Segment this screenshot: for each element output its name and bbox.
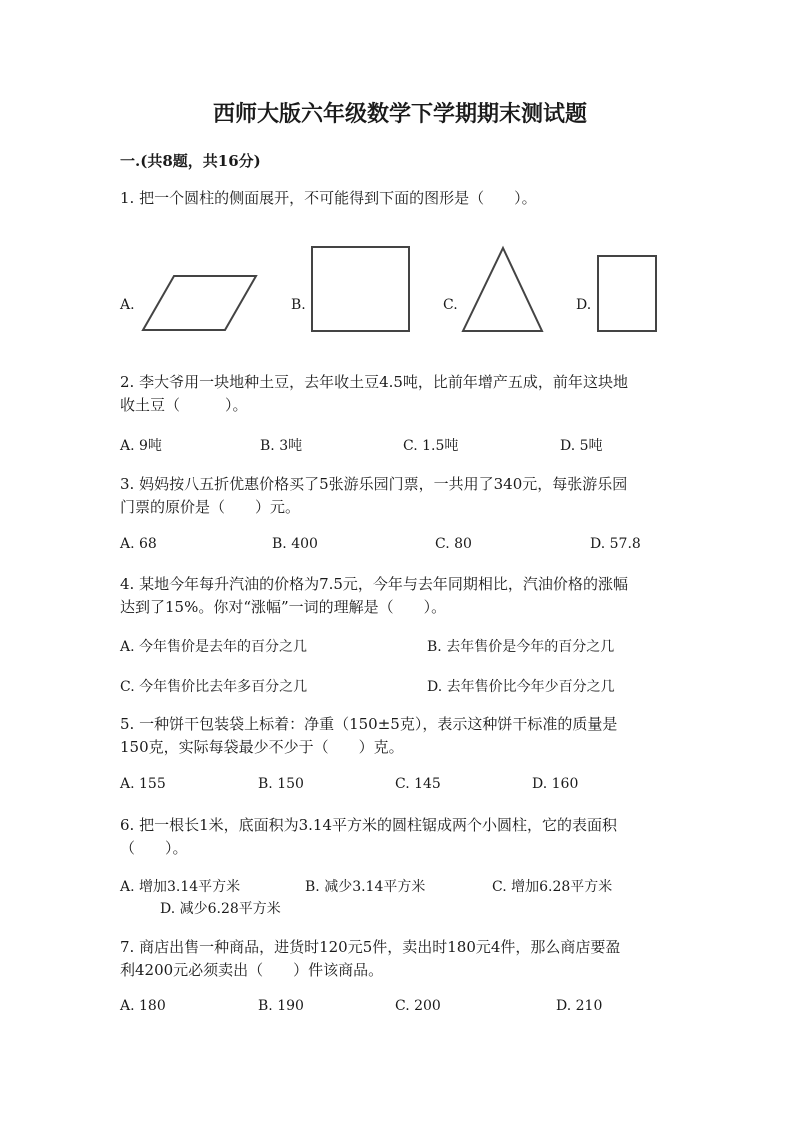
section-heading: 一.(共8题，共16分) [120,152,261,170]
question-7-option-a: A. 180 [120,998,166,1014]
question-2-line-2: 收土豆（ ）。 [120,396,248,414]
question-1-option-d: D. [576,297,592,313]
question-3-line-2: 门票的原价是（ ）元。 [120,498,301,516]
question-4-option-a: A. 今年售价是去年的百分之几 [120,639,308,655]
question-6-option-a: A. 增加3.14平方米 [120,879,241,895]
question-4-option-c: C. 今年售价比去年多百分之几 [120,679,308,695]
question-1-option-a: A. [120,297,135,313]
question-6-option-b: B. 减少3.14平方米 [305,879,426,895]
question-6-line-1: 6. 把一根长1米，底面积为3.14平方米的圆柱锯成两个小圆柱，它的表面积 [120,816,618,834]
question-4-line-2: 达到了15%。你对“涨幅”一词的理解是（ ）。 [120,598,447,616]
question-7-option-d: D. 210 [556,998,603,1014]
question-2-option-b: B. 3吨 [260,438,303,454]
question-7-option-b: B. 190 [258,998,304,1014]
question-6-line-2: （ ）。 [120,839,188,857]
question-2-option-c: C. 1.5吨 [403,438,459,454]
question-3-option-a: A. 68 [120,536,157,552]
question-5-option-b: B. 150 [258,776,304,792]
question-3-option-c: C. 80 [435,536,472,552]
question-3-option-b: B. 400 [272,536,318,552]
question-3-option-d: D. 57.8 [590,536,641,552]
question-5-line-2: 150克，实际每袋最少不少于（ ）克。 [120,738,404,756]
question-6-option-d: D. 减少6.28平方米 [160,901,281,917]
question-7-option-c: C. 200 [395,998,441,1014]
question-7-line-2: 利4200元必须卖出（ ）件该商品。 [120,961,384,979]
question-3-line-1: 3. 妈妈按八五折优惠价格买了5张游乐园门票，一共用了340元，每张游乐园 [120,475,628,493]
question-1-option-b: B. [291,297,306,313]
question-7-line-1: 7. 商店出售一种商品，进货时120元5件，卖出时180元4件，那么商店要盈 [120,938,621,956]
question-5-option-d: D. 160 [532,776,579,792]
triangle-figure [460,245,546,335]
question-5-option-c: C. 145 [395,776,441,792]
question-4-option-b: B. 去年售价是今年的百分之几 [427,639,615,655]
question-5-line-1: 5. 一种饼干包装袋上标着：净重（150±5克），表示这种饼干标准的质量是 [120,715,618,733]
question-1-option-c: C. [443,297,458,313]
question-4-line-1: 4. 某地今年每升汽油的价格为7.5元，今年与去年同期相比，汽油价格的涨幅 [120,575,628,593]
question-2-option-d: D. 5吨 [560,438,603,454]
parallelogram-figure [140,270,260,334]
question-6-option-c: C. 增加6.28平方米 [492,879,613,895]
question-2-line-1: 2. 李大爷用一块地种土豆，去年收土豆4.5吨，比前年增产五成，前年这块地 [120,373,628,391]
square-figure [310,245,412,335]
question-5-option-a: A. 155 [120,776,166,792]
question-1-text: 1. 把一个圆柱的侧面展开，不可能得到下面的图形是（ ）。 [120,189,537,207]
question-2-option-a: A. 9吨 [120,438,162,454]
page-title: 西师大版六年级数学下学期期末测试题 [212,101,587,127]
question-4-option-d: D. 去年售价比今年少百分之几 [427,679,615,695]
rectangle-figure [596,254,658,334]
